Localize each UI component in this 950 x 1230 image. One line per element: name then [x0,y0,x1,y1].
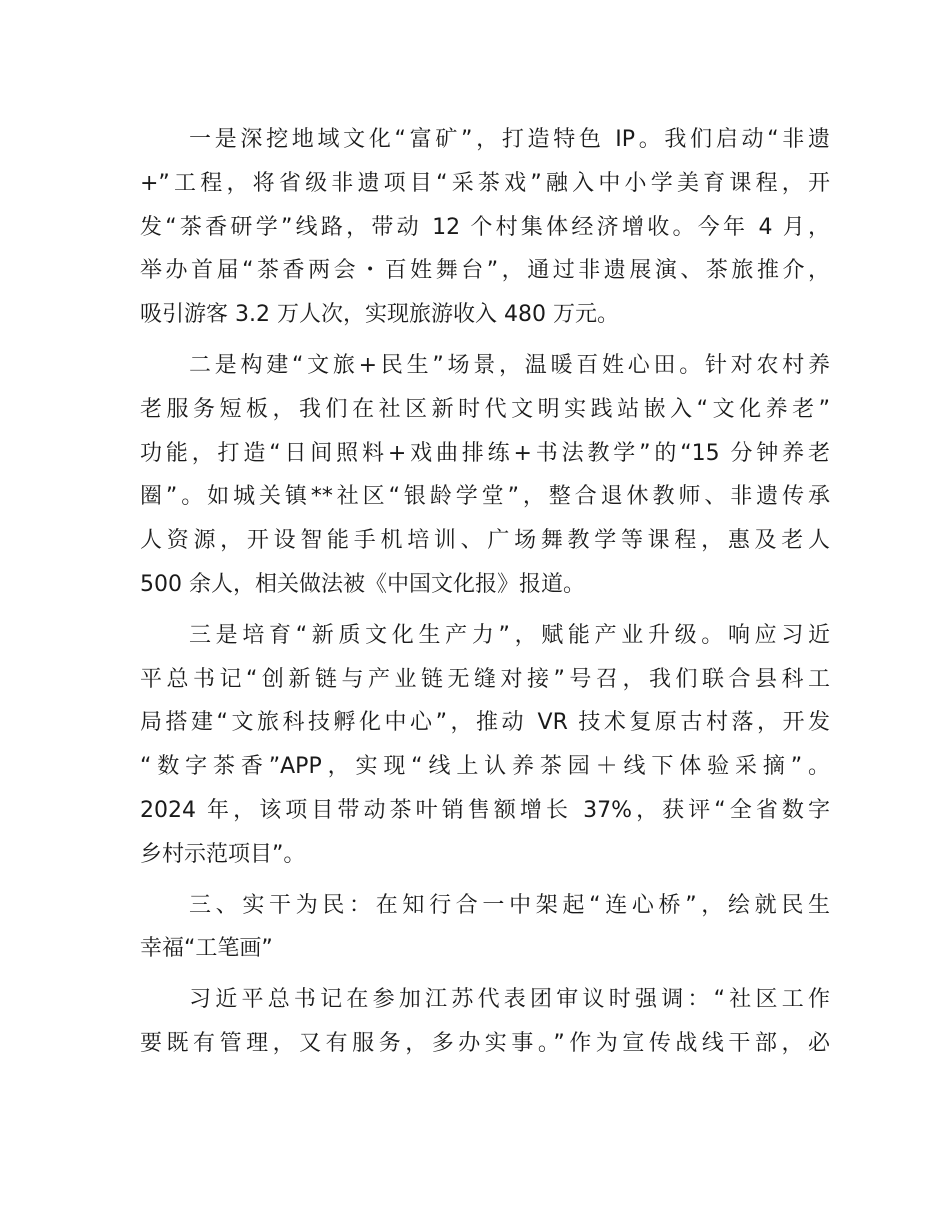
paragraph-line: 功能，打造“日间照料+戏曲排练+书法教学”的“15 分钟养老 [140,440,830,466]
paragraph-community-work [140,978,830,1066]
paragraph-spacer [140,971,830,978]
paragraph-line: 要既有管理，又有服务，多办实事。”作为宣传战线干部，必 [140,1030,830,1056]
paragraph-line: 吸引游客 3.2 万人次，实现旅游收入 480 万元。 [140,302,619,328]
paragraph-line: 幸福“工笔画” [140,936,273,962]
paragraph-line: 一是深挖地域文化“富矿”，打造特色 IP。我们启动“非遗 [189,127,830,152]
paragraph-spacer [140,607,830,614]
paragraph-cultural-ip [140,118,830,337]
paragraph-line: 2024 年，该项目带动茶叶销售额增长 37%，获评“全省数字 [140,797,830,823]
paragraph-line: 三是培育“新质文化生产力”，赋能产业升级。响应习近 [189,622,830,648]
paragraph-line: 人资源，开设智能手机培训、广场舞教学等课程，惠及老人 [140,528,830,554]
paragraph-line: 500 余人，相关做法被《中国文化报》报道。 [140,571,585,597]
paragraph-line: 三、实干为民：在知行合一中架起“连心桥”，绘就民生 [189,892,830,918]
paragraph-line: 平总书记“创新链与产业链无缝对接”号召，我们联合县科工 [140,666,830,692]
paragraph-line: 老服务短板，我们在社区新时代文明实践站嵌入“文化养老” [140,396,830,422]
paragraph-line: 局搭建“文旅科技孵化中心”，推动 VR 技术复原古村落，开发 [140,710,830,736]
document-body [140,118,830,1066]
paragraph-livelihood-scene [140,344,830,607]
paragraph-spacer [140,877,830,884]
paragraph-line: “数字茶香”APP，实现“线上认养茶园＋线下体验采摘”。 [140,754,830,780]
paragraph-productivity [140,614,830,877]
paragraph-line: 二是构建“文旅+民生”场景，温暖百姓心田。针对农村养 [189,352,830,378]
section-heading [140,884,830,972]
paragraph-line: 举办首届“茶香两会・百姓舞台”，通过非遗展演、茶旅推介， [140,258,830,284]
paragraph-line: 乡村示范项目”。 [140,841,306,867]
paragraph-line: 习近平总书记在参加江苏代表团审议时强调：“社区工作 [189,987,830,1013]
paragraph-line: 圈”。如城关镇**社区“银龄学堂”，整合退休教师、非遗传承 [140,484,830,510]
paragraph-spacer [140,337,830,344]
paragraph-line: 发“茶香研学”线路，带动 12 个村集体经济增收。今年 4 月， [140,214,830,240]
paragraph-line: +”工程，将省级非遗项目“采茶戏”融入中小学美育课程，开 [140,170,830,196]
